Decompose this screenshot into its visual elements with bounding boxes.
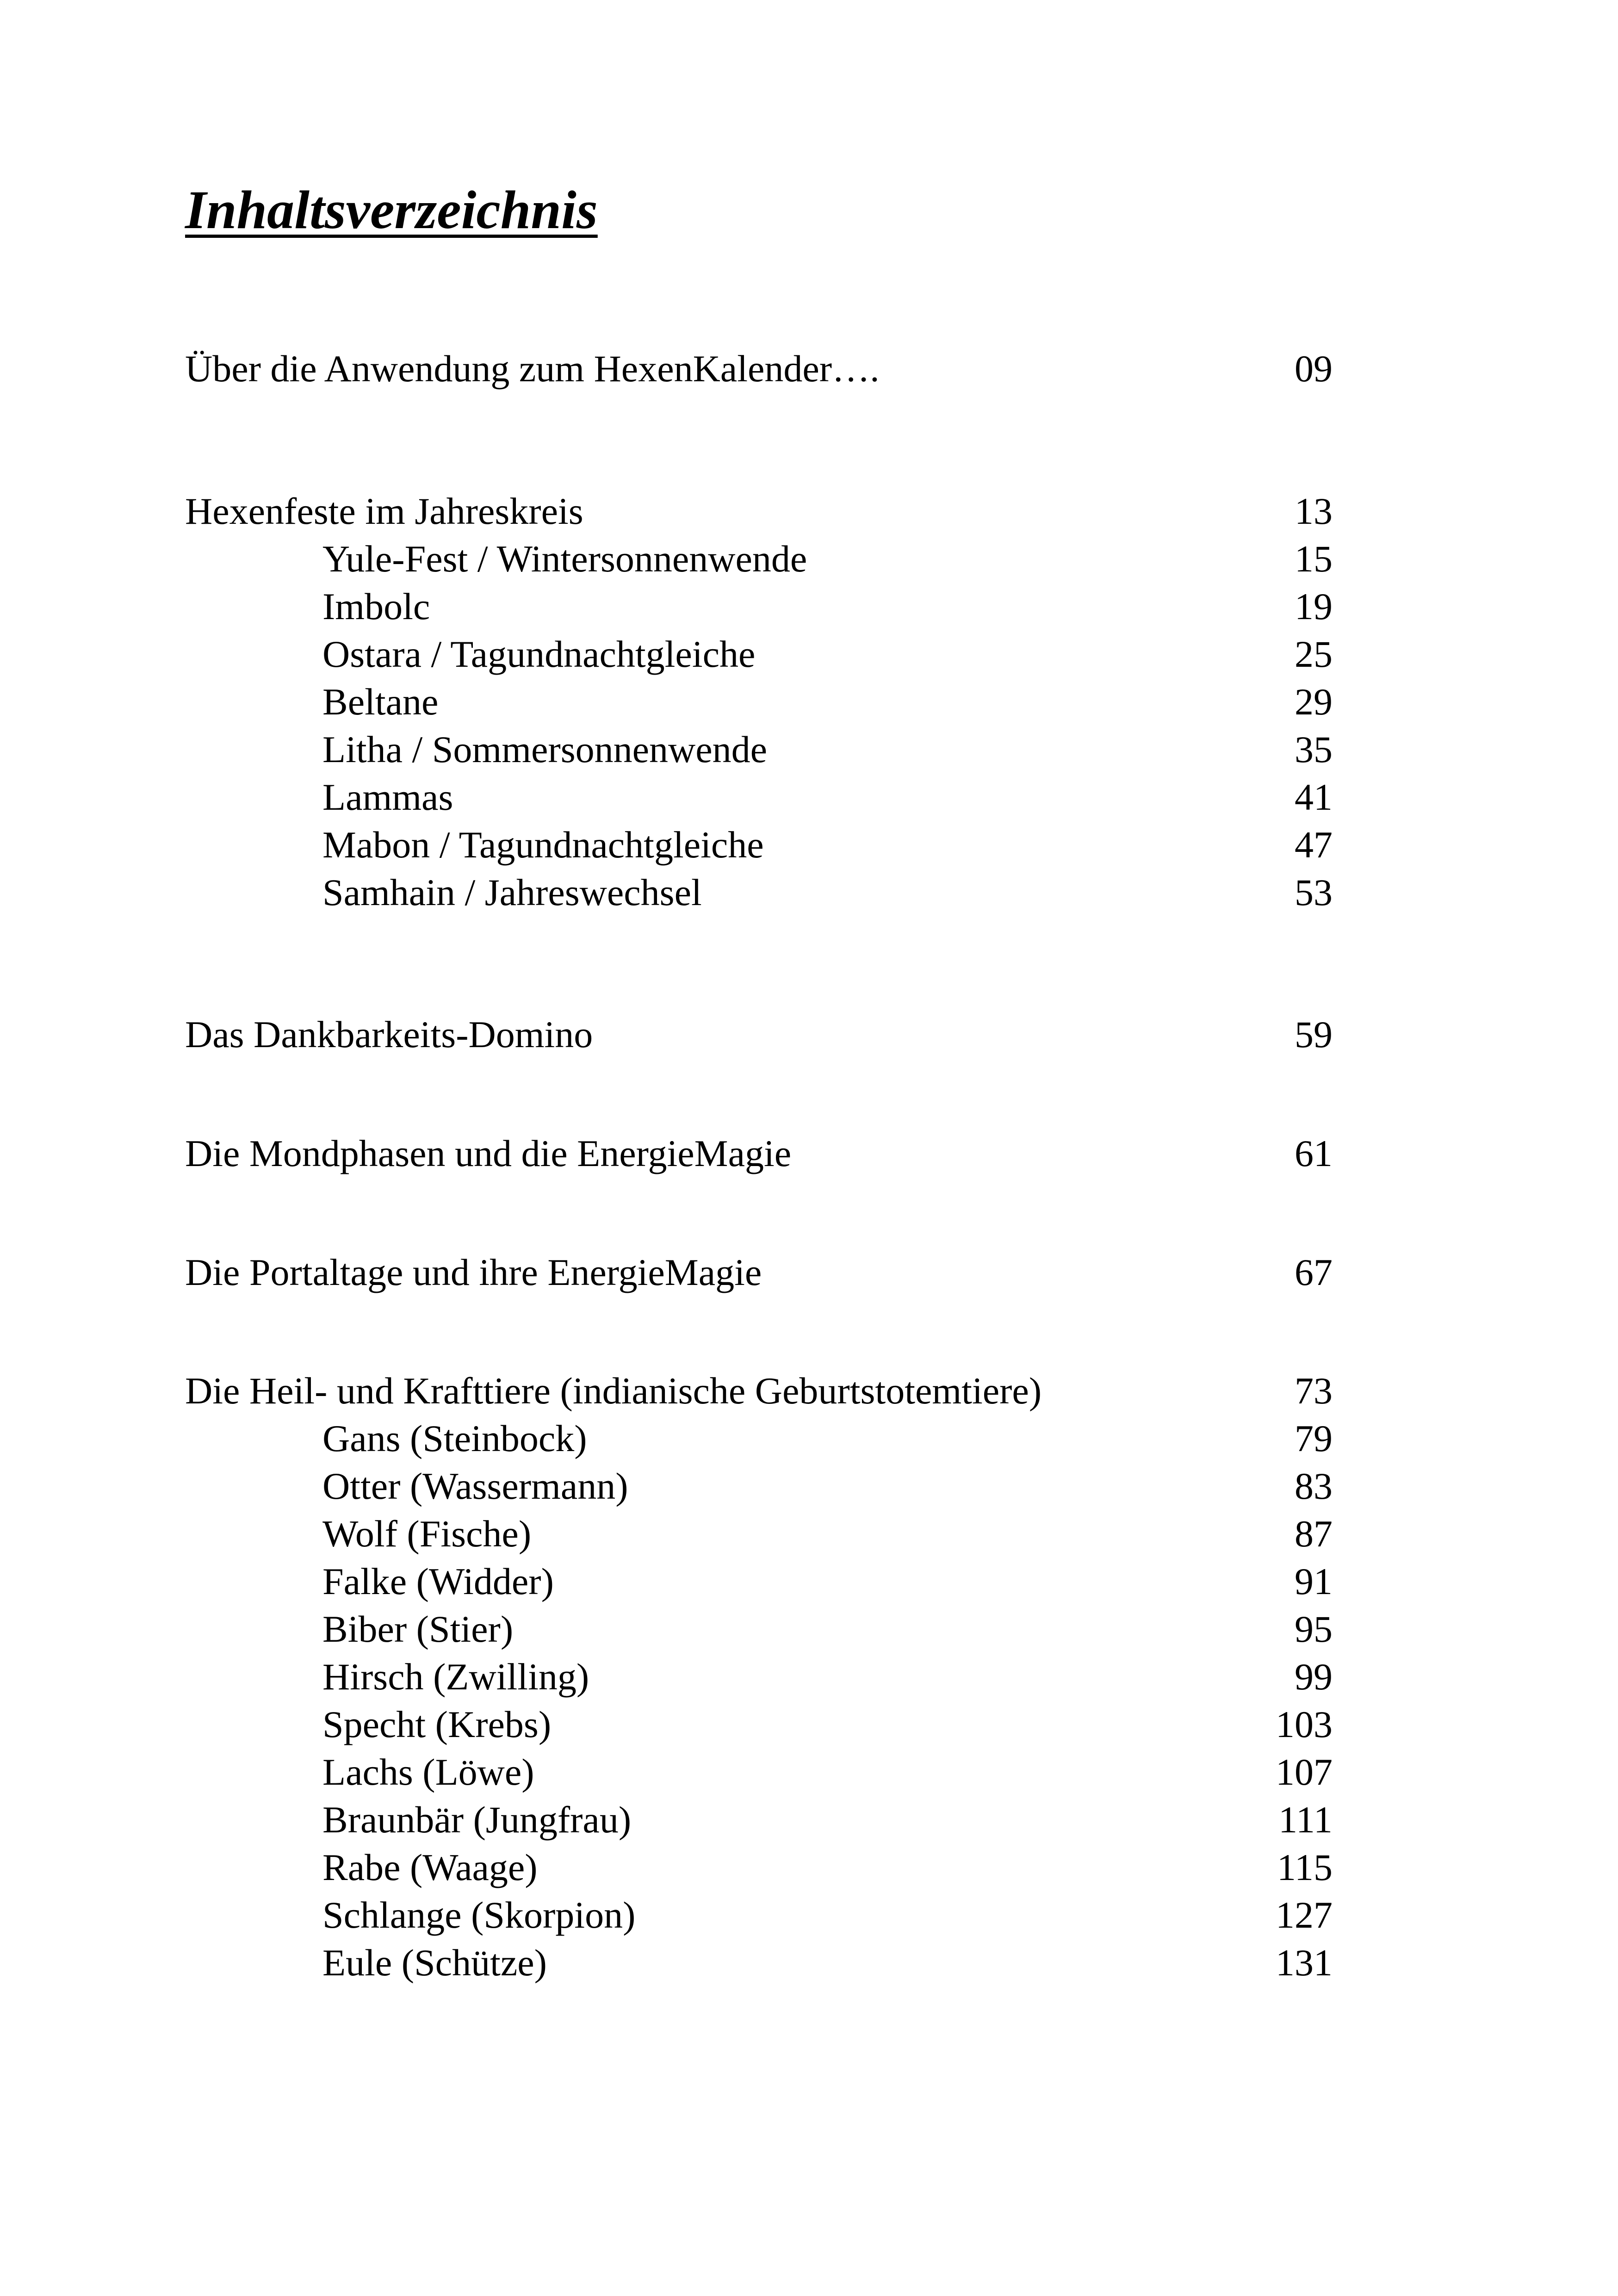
toc-entry-page: 09 — [1295, 348, 1333, 390]
toc-entry-page: 115 — [1277, 1846, 1333, 1888]
page-title: Inhaltsverzeichnis — [185, 180, 598, 240]
toc-entry-page: 83 — [1295, 1465, 1333, 1507]
toc-entry-label: Das Dankbarkeits-Domino — [185, 1013, 593, 1055]
toc-entry-page: 15 — [1295, 538, 1333, 580]
toc-entry-label: Hexenfeste im Jahreskreis — [185, 490, 583, 532]
toc-entry-page: 95 — [1295, 1608, 1333, 1650]
toc-entry-label: Ostara / Tagundnachtgleiche — [322, 633, 756, 675]
toc-entry-anwendung — [0, 345, 1618, 392]
toc-entry-label: Samhain / Jahreswechsel — [322, 871, 702, 913]
toc-subentry-imbolc — [0, 583, 1618, 630]
toc-entry-page: 107 — [1276, 1751, 1333, 1793]
toc-entry-page: 29 — [1295, 681, 1333, 723]
toc-entry-label: Lammas — [322, 776, 453, 818]
toc-entry-label: Über die Anwendung zum HexenKalender…. — [185, 348, 880, 390]
toc-subentry-eule — [0, 1939, 1618, 1986]
toc-entry-label: Gans (Steinbock) — [322, 1417, 587, 1459]
toc-entry-krafttiere — [0, 1367, 1618, 1415]
toc-entry-label: Imbolc — [322, 585, 430, 627]
toc-entry-mondphasen — [0, 1129, 1618, 1177]
toc-entry-page: 13 — [1295, 490, 1333, 532]
toc-subentry-litha — [0, 726, 1618, 773]
toc-entry-page: 87 — [1295, 1513, 1333, 1555]
toc-entry-label: Specht (Krebs) — [322, 1703, 552, 1745]
toc-entry-label: Mabon / Tagundnachtgleiche — [322, 824, 764, 866]
toc-subentry-rabe — [0, 1843, 1618, 1891]
toc-entry-label: Braunbär (Jungfrau) — [322, 1799, 632, 1841]
toc-entry-page: 79 — [1295, 1417, 1333, 1459]
toc-entry-page: 67 — [1295, 1251, 1333, 1293]
toc-subentry-mabon — [0, 821, 1618, 869]
toc-entry-page: 47 — [1295, 824, 1333, 866]
toc-subentry-hirsch — [0, 1653, 1618, 1700]
toc-entry-page: 111 — [1278, 1799, 1333, 1841]
toc-subentry-lammas — [0, 773, 1618, 821]
toc-subentry-otter — [0, 1462, 1618, 1510]
toc-entry-page: 61 — [1295, 1132, 1333, 1174]
toc-entry-label: Biber (Stier) — [322, 1608, 514, 1650]
toc-entry-page: 131 — [1276, 1942, 1333, 1984]
toc-entry-page: 59 — [1295, 1013, 1333, 1055]
toc-entry-label: Eule (Schütze) — [322, 1942, 547, 1984]
toc-entry-label: Schlange (Skorpion) — [322, 1894, 636, 1936]
toc-entry-page: 127 — [1276, 1894, 1333, 1936]
toc-entry-dankbarkeits-domino — [0, 1011, 1618, 1058]
toc-entry-label: Rabe (Waage) — [322, 1846, 538, 1888]
toc-entry-label: Beltane — [322, 681, 439, 723]
toc-subentry-schlange — [0, 1891, 1618, 1939]
toc-entry-label: Falke (Widder) — [322, 1560, 554, 1602]
toc-entry-label: Die Mondphasen und die EnergieMagie — [185, 1132, 792, 1174]
toc-entry-label: Die Heil- und Krafttiere (indianische Geburtstotemtiere) — [185, 1370, 1042, 1412]
toc-subentry-ostara — [0, 630, 1618, 678]
toc-entry-label: Hirsch (Zwilling) — [322, 1656, 589, 1698]
toc-entry-label: Die Portaltage und ihre EnergieMagie — [185, 1251, 762, 1293]
toc-entry-page: 91 — [1295, 1560, 1333, 1602]
toc-subentry-biber — [0, 1605, 1618, 1653]
toc-entry-page: 103 — [1276, 1703, 1333, 1745]
toc-entry-label: Otter (Wassermann) — [322, 1465, 628, 1507]
toc-subentry-lachs — [0, 1748, 1618, 1796]
toc-subentry-specht — [0, 1700, 1618, 1748]
toc-subentry-yule — [0, 535, 1618, 583]
toc-entry-label: Yule-Fest / Wintersonnenwende — [322, 538, 807, 580]
toc-entry-page: 53 — [1295, 871, 1333, 913]
toc-entry-portaltage — [0, 1248, 1618, 1296]
toc-subentry-samhain — [0, 869, 1618, 916]
toc-entry-label: Litha / Sommersonnenwende — [322, 728, 768, 770]
toc-subentry-falke — [0, 1558, 1618, 1605]
toc-entry-hexenfeste — [0, 487, 1618, 535]
toc-entry-label: Lachs (Löwe) — [322, 1751, 534, 1793]
toc-entry-label: Wolf (Fische) — [322, 1513, 532, 1555]
toc-entry-page: 35 — [1295, 728, 1333, 770]
toc-entry-page: 73 — [1295, 1370, 1333, 1412]
toc-entry-page: 19 — [1295, 585, 1333, 627]
toc-entry-page: 25 — [1295, 633, 1333, 675]
toc-entry-page: 41 — [1295, 776, 1333, 818]
toc-subentry-braunbaer — [0, 1796, 1618, 1843]
toc-subentry-beltane — [0, 678, 1618, 726]
toc-subentry-wolf — [0, 1510, 1618, 1558]
toc-subentry-gans — [0, 1415, 1618, 1462]
toc-entry-page: 99 — [1295, 1656, 1333, 1698]
